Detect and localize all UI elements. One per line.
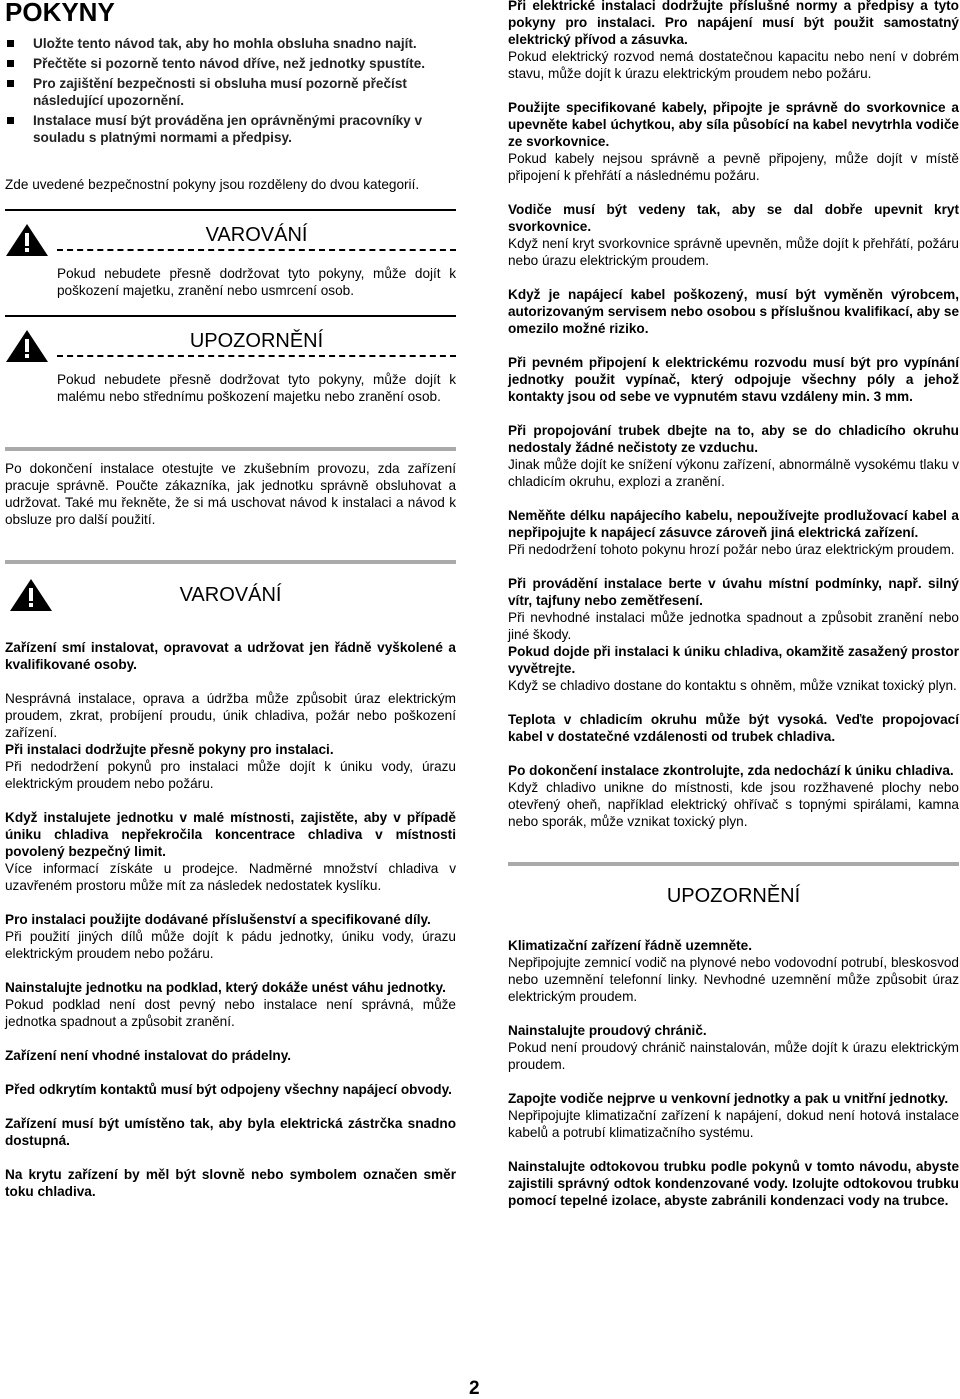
right-column — [508, 0, 959, 1209]
bullet-item: Přečtěte si pozorně tento návod dříve, než jednotky spustíte. — [5, 55, 456, 72]
warning-text: Pokud nebudete přesně dodržovat tyto pokyny, může dojít k poškození majetku, zranění nebo usmrcení osob. — [57, 266, 456, 298]
page-number: 2 — [469, 1378, 480, 1399]
page-title: POKYNY — [5, 0, 115, 27]
caution2-header — [508, 880, 959, 926]
list-item: Nesprávná instalace, oprava a údržba může způsobit úraz elektrickým proudem, zkrat, probíjení proudu, únik chladiva, požár nebo poškození zařízení. — [5, 691, 456, 740]
after-install-text: Po dokončení instalace otestujte ve zkušebním provozu, zda zařízení pracuje správně. Poučte zákazníka, jak jednotku správně obsluhovat a udržovat. Také mu řekněte, že si má uschovat návod k instalaci a návod k obsluze pro další použití. — [5, 461, 456, 527]
bullet-square-icon — [7, 60, 14, 67]
caution-heading: UPOZORNĚNÍ — [189, 330, 324, 352]
list-item: Při pevném připojení k elektrickému rozvodu musí být pro vypínání jednotky použit vypínač, který odpojuje všechny póly a jehož kontakty jsou od sebe ve vypnutém stavu vzdáleny min. 3 mm. — [508, 355, 959, 404]
list-item: Když instalujete jednotku v malé místnosti, zajistěte, aby v případě úniku chladiva nepřekročila koncentrace chladiva v místnosti povolený bezpečný limit. Více informací získáte u prodejce. Nadměrné množství chladiva v uzavřeném prostoru může mít za následek nedostatek kyslíku. — [5, 810, 456, 893]
list-item: Při elektrické instalaci dodržujte příslušné normy a předpisy a tyto pokyny pro instalaci. Pro napájení musí být použit samostatný elektrický přívod a zásuvka. Pokud elektrický rozvod nemá dostatečnou kapacitu nebo není v dobrém stavu, může dojít k úrazu elektrickým proudem nebo požáru. — [508, 0, 959, 81]
list-item: Při propojování trubek dbejte na to, aby se do chladicího okruhu nedostaly žádné nečistoty ze vzduchu. Jinak může dojít ke snížení výkonu zařízení, abnormálně vysokému tlaku v chladicím okruhu, explozi a zranění. — [508, 423, 959, 489]
left-column — [5, 0, 456, 1200]
warning-box — [5, 209, 456, 299]
bullet-square-icon — [7, 117, 14, 124]
list-item: Teplota v chladicím okruhu může být vysoká. Veďte propojovací kabel v dostatečné vzdálenosti od trubek chladiva. — [508, 712, 959, 744]
warning-triangle-icon — [5, 223, 49, 261]
caution2-list — [508, 937, 959, 1209]
list-item: Zapojte vodiče nejprve u venkovní jednotky a pak u vnitřní jednotky. Nepřipojujte klimatizační zařízení k napájení, dokud není hotová instalace kabelů a potrubí klimatizačního systému. — [508, 1091, 959, 1140]
list-item: Neměňte délku napájecího kabelu, nepoužívejte prodlužovací kabel a nepřipojujte k napájecí zásuvce zároveň jiná elektrická zařízení. Při nedodržení tohoto pokynu hrozí požár nebo úraz elektrickým proudem. — [508, 508, 959, 557]
bullet-square-icon — [7, 80, 14, 87]
list-item: Při provádění instalace berte v úvahu místní podmínky, např. silný vítr, tajfuny nebo zemětřesení. Při nevhodné instalaci může jednotka spadnout a způsobit zranění nebo jiné škody. Pokud dojde při instalaci k úniku chladiva, okamžitě zasažený prostor vyvětrejte. Když se chladivo dostane do kontaktu s ohněm, může vznikat toxický plyn. — [508, 576, 959, 693]
list-item: Když je napájecí kabel poškozený, musí být vyměněn výrobcem, autorizovaným servisem nebo osobou s příslušnou kvalifikací, aby se omezilo možné riziko. — [508, 287, 960, 336]
warning-heading: VAROVÁNÍ — [205, 224, 308, 246]
section-separator — [5, 447, 456, 451]
bullet-item: Pro zajištění bezpečnosti si obsluha musí pozorně přečíst následující upozornění. — [5, 75, 456, 109]
bullet-item: Instalace musí být prováděna jen oprávněnými pracovníky v souladu s platnými normami a předpisy. — [5, 112, 456, 146]
warning2-header — [5, 578, 456, 626]
dashed-divider — [57, 249, 456, 251]
instruction-bullets — [5, 35, 456, 146]
warning-triangle-icon — [5, 329, 49, 367]
list-item: Zařízení musí být umístěno tak, aby byla elektrická zástrčka snadno dostupná. — [5, 1116, 456, 1148]
bullet-item: Uložte tento návod tak, aby ho mohla obsluha snadno najít. — [5, 35, 456, 52]
section-separator — [508, 862, 959, 866]
list-item: Použijte specifikované kabely, připojte je správně do svorkovnice a upevněte kabel úchytkou, aby síla působící na kabel nevytrhla vodiče ze svorkovnice. Pokud kabely nejsou správně a pevně připojeny, může dojít v místě připojení k přehřátí a následnému požáru. — [508, 100, 959, 183]
warning2-heading: VAROVÁNÍ — [179, 584, 282, 606]
list-item: Nainstalujte jednotku na podklad, který dokáže unést váhu jednotky. Pokud podklad není dost pevný nebo instalace není správná, může jednotka spadnout a způsobit zranění. — [5, 980, 456, 1029]
list-item: Nainstalujte odtokovou trubku podle pokynů v tomto návodu, abyste zajistili správný odtok kondenzované vody. Izolujte odtokovou trubku pomocí tepelné izolace, abyste zabránili kondenzaci vody na trubce. — [508, 1159, 959, 1208]
list-item: Zařízení smí instalovat, opravovat a udržovat jen řádně vyškolené a kvalifikované osoby. — [5, 640, 456, 672]
bullet-square-icon — [7, 40, 14, 47]
caution2-heading: UPOZORNĚNÍ — [666, 885, 801, 907]
list-item: Vodiče musí být vedeny tak, aby se dal dobře upevnit kryt svorkovnice. Když není kryt svorkovnice správně upevněn, může dojít k přehřátí, požáru nebo úrazu elektrickým proudem. — [508, 202, 959, 268]
list-item: Klimatizační zařízení řádně uzemněte. Nepřipojujte zemnicí vodič na plynové nebo vodovodní potrubí, bleskosvod nebo uzemnění telefonní linky. Nevhodné uzemnění může způsobit úraz elektrickým proudem. — [508, 938, 959, 1004]
list-item: Před odkrytím kontaktů musí být odpojeny všechny napájecí obvody. — [5, 1082, 452, 1097]
caution-box — [5, 315, 456, 405]
list-item: Nainstalujte proudový chránič. Pokud není proudový chránič nainstalován, může dojít k úrazu elektrickým proudem. — [508, 1023, 959, 1072]
list-item: Pro instalaci použijte dodávané příslušenství a specifikované díly. Při použití jiných dílů může dojít k pádu jednotky, úniku vody, úrazu elektrickým proudem nebo požáru. — [5, 912, 456, 961]
caution-text: Pokud nebudete přesně dodržovat tyto pokyny, může dojít k malému nebo střednímu poškození majetku nebo zranění osob. — [57, 372, 456, 404]
warning2-list — [5, 639, 456, 1200]
list-item: Po dokončení instalace zkontrolujte, zda nedochází k úniku chladiva. Když chladivo unikne do místnosti, kde jsou rozžhavené plochy nebo otevřený oheň, například elektrický ohřívač s topnými spirálami, kamna nebo sporák, může vznikat toxický plyn. — [508, 763, 959, 829]
list-item: Na krytu zařízení by měl být slovně nebo symbolem označen směr toku chladiva. — [5, 1167, 456, 1199]
intro-text: Zde uvedené bezpečnostní pokyny jsou rozděleny do dvou kategorií. — [5, 177, 420, 192]
list-item: Při instalaci dodržujte přesně pokyny pro instalaci. Při nedodržení pokynů pro instalaci může dojít k úniku vody, úrazu elektrickým proudem nebo požáru. — [5, 742, 456, 791]
list-item: Zařízení není vhodné instalovat do prádelny. — [5, 1048, 292, 1063]
dashed-divider — [57, 355, 456, 357]
section-separator — [5, 560, 456, 564]
